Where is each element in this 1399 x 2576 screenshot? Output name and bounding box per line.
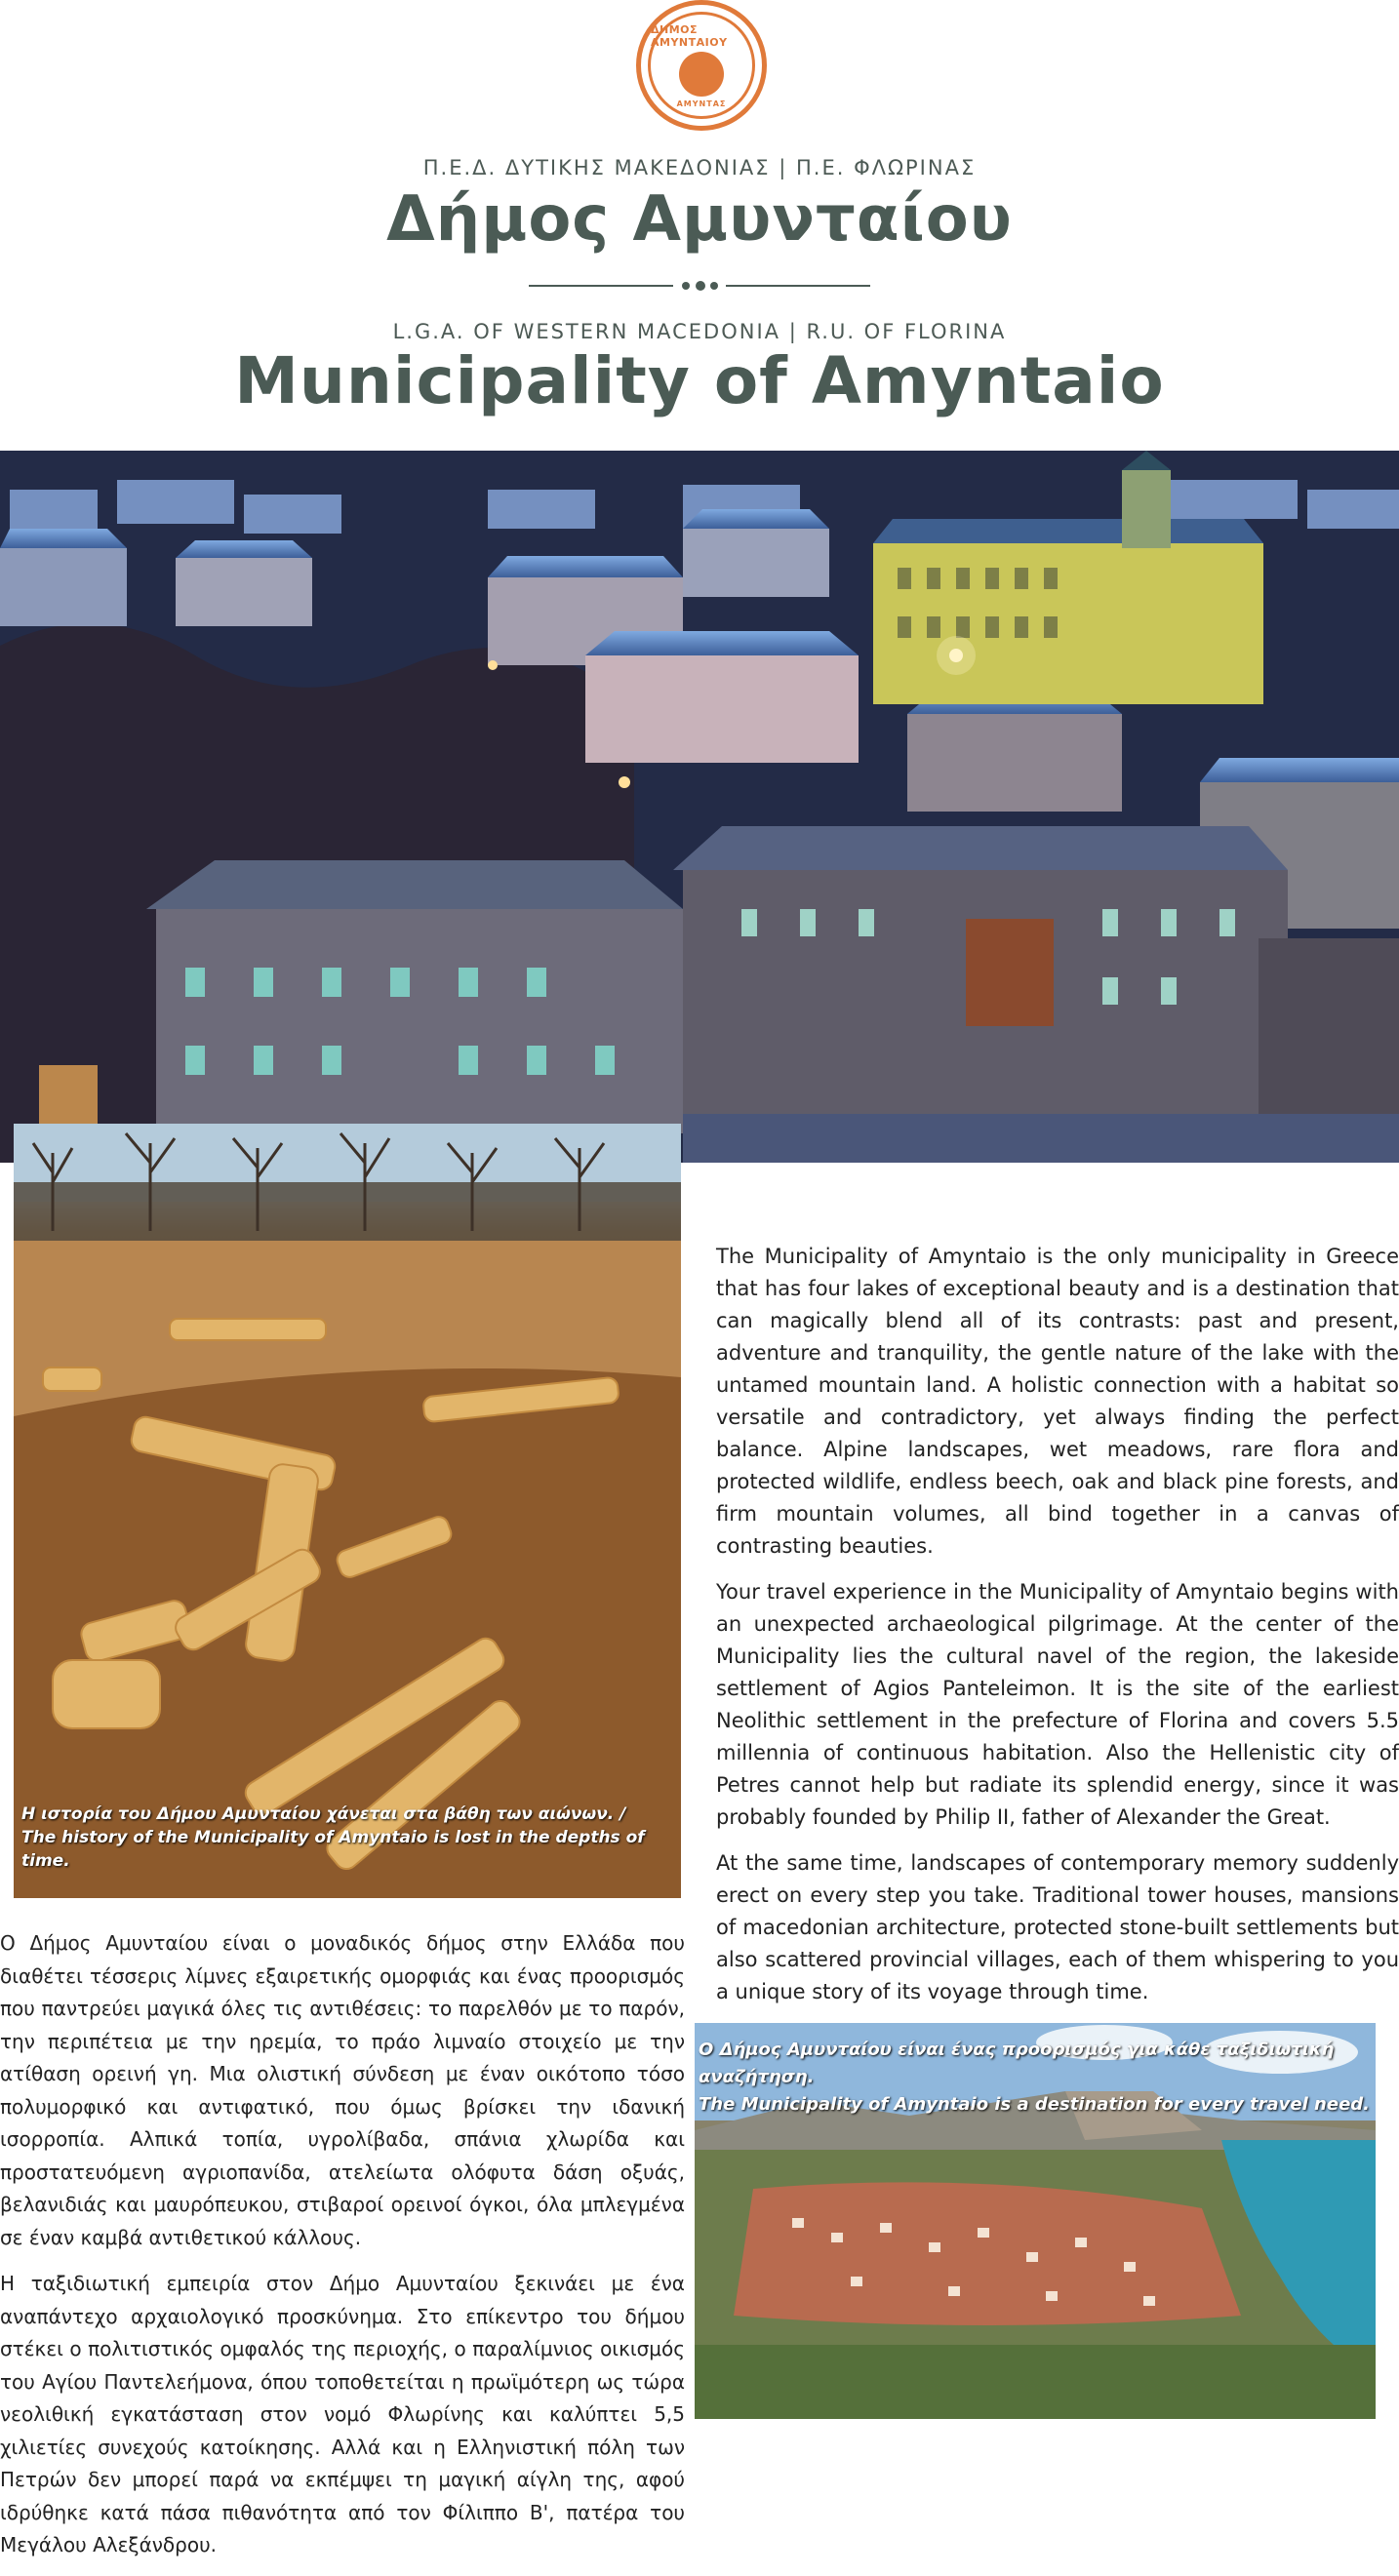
title-english: Municipality of Amyntaio bbox=[234, 343, 1165, 418]
greek-paragraph-2: Η ταξιδιωτική εμπειρία στον Δήμο Αμυνταίου ξεκινάει με ένα αναπάντεχο αρχαιολογικό προσκύνημα. Στο επίκεντρο του δήμου στέκει ο πολιτιστικός ομφαλός της περιοχής, ο παραλίμνιος οικισμός του Αγίου Παντελεήμονα, όπου τοποθετείται η πρωϊμότερη ως τώρα νεολιθική εγκατάσταση στον νομό Φλωρίνης και καλύπτει 5,5 χιλιετίες συνεχούς κατοίκησης. Αλλά και η Ελληνιστική πόλη των Πετρών δεν μπορεί παρά να εκπέμψει τη μαγική αίγλη της, αφού ιδρύθηκε κατά πάσα πιθανότητα από τον Φίλιππο Β', πατέρα του Μεγάλου Αλεξάνδρου. bbox=[0, 2272, 685, 2556]
logo-emblem-icon bbox=[679, 52, 724, 97]
logo-text-bottom: ΑΜΥΝΤΑΣ bbox=[676, 99, 727, 108]
logo-text-top: ΔΗΜΟΣ ΑΜΥΝΤΑΙΟΥ bbox=[651, 22, 728, 49]
title-greek: Δήμος Αμυνταίου bbox=[386, 183, 1013, 256]
lake-aerial-photo bbox=[695, 2023, 1376, 2419]
greek-paragraph-1: Ο Δήμος Αμυνταίου είναι ο μοναδικός δήμος στην Ελλάδα που διαθέτει τέσσερις λίμνες εξαιρετικής ομορφιάς και ένας προορισμός που παντρεύει μαγικά όλες τις αντιθέσεις: το παρελθόν με το παρόν, την περιπέτεια με την ηρεμία, το πράο λιμναίο στοιχείο με την ατίθαση ορεινή γη. Μια ολιστική σύνδεση με έναν οικότοπο τόσο πολυμορφικό και αντιφατικό, που όμως βρίσκει την ιδανική ισορροπία. Αλπικά τοπία, υγρολίβαδα, σπάνια χλωρίδα και προστατευόμενη αγριοπανίδα, ατελείωτα ολόφυτα δάση οξυάς, βελανιδιάς και μαυρόπευκου, στιβαροί ορεινοί όγκοι, όλα μπλεγμένα σε έναν καμβά αντιθετικού κάλλους. bbox=[0, 1931, 685, 2249]
lake-caption-greek: Ο Δήμος Αμυνταίου είναι ένας προορισμός για κάθε ταξιδιωτική αναζήτηση. bbox=[699, 2040, 1335, 2087]
subtitle-english: L.G.A. OF WESTERN MACEDONIA | R.U. OF FLORINA bbox=[392, 320, 1007, 343]
archaeology-caption bbox=[21, 1803, 681, 1873]
english-paragraph-3: At the same time, landscapes of contemporary memory suddenly erect on every step you take. Traditional tower houses, mansions of macedonian architecture, protected stone-built settlements but also scattered provincial villages, each of them whispering to you a unique story of its voyage through time. bbox=[716, 1851, 1399, 2003]
archaeology-caption-greek: Η ιστορία του Δήμου Αμυνταίου χάνεται στα βάθη των αιώνων. / bbox=[21, 1804, 626, 1824]
lake-caption-english: The Municipality of Amyntaio is a destination for every travel need. bbox=[699, 2094, 1370, 2115]
lake-caption bbox=[699, 2037, 1376, 2119]
subtitle-greek: Π.Ε.Δ. ΔΥΤΙΚΗΣ ΜΑΚΕΔΟΝΙΑΣ | Π.Ε. ΦΛΩΡΙΝΑΣ bbox=[422, 156, 977, 179]
title-divider bbox=[529, 279, 870, 293]
municipality-logo bbox=[636, 0, 767, 131]
village-photo bbox=[0, 451, 1399, 1163]
archaeology-caption-english: The history of the Municipality of Amyntaio is lost in the depths of time. bbox=[21, 1828, 645, 1871]
greek-text-column bbox=[0, 1927, 685, 2576]
logo-seal bbox=[648, 12, 755, 119]
english-paragraph-2: Your travel experience in the Municipality of Amyntaio begins with an unexpected archaeological pilgrimage. At the center of the Municipality lies the cultural navel of the region, the lakeside settlement of Agios Panteleimon. It is the site of the earliest Neolithic settlement in the prefecture of Florina and covers 5.5 millennia of continuous habitation. Also the Hellenistic city of Petres cannot help but radiate its splendid energy, since it was probably founded by Philip II, father of Alexander the Great. bbox=[716, 1580, 1399, 1829]
english-paragraph-1: The Municipality of Amyntaio is the only municipality in Greece that has four lakes of exceptional beauty and is a destination that can magically blend all of its contrasts: past and present, adventure and tranquility, the gentle nature of the lake with the untamed mountain land. A holistic connection with a habitat so versatile and contradictory, yet always finding the perfect balance. Alpine landscapes, wet meadows, rare flora and protected wildlife, endless beech, oak and black pine forests, and firm mountain volumes, all bind together in a canvas of contrasting beauties. bbox=[716, 1245, 1399, 1558]
english-text-column bbox=[716, 1241, 1399, 2022]
archaeological-site-photo bbox=[14, 1124, 681, 1898]
